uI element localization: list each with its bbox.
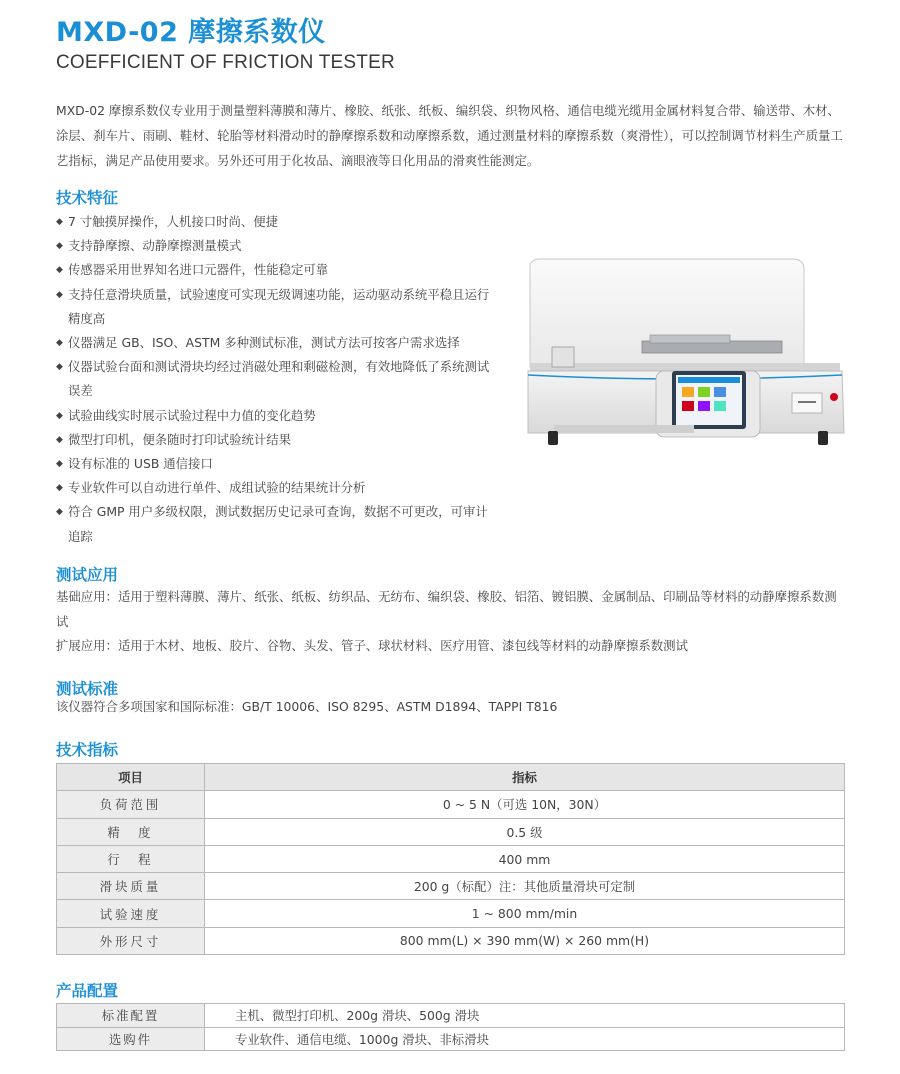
feature-item: ◆ 试验曲线实时展示试验过程中力值的变化趋势 [56, 404, 500, 428]
feature-item: ◆ 7 寸触摸屏操作，人机接口时尚、便捷 [56, 210, 500, 234]
basic-application: 基础应用：适用于塑料薄膜、薄片、纸张、纸板、纺织品、无纺布、编织袋、橡胶、铝箔、镀铝膜、金属制品、印刷品等材料的动静摩擦系数测试 [56, 589, 837, 629]
extended-application: 扩展应用：适用于木材、地板、胶片、谷物、头发、管子、球状材料、医疗用管、漆包线等材料的动静摩擦系数测试 [56, 638, 688, 653]
table-row [57, 818, 845, 845]
diamond-bullet-icon: ◆ [56, 459, 63, 470]
feature-item: ◆ 设有标准的 USB 通信接口 [56, 452, 500, 476]
feature-item: ◆ 支持任意滑块质量，试验速度可实现无级调速功能，运动驱动系统平稳且运行精度高 [56, 283, 500, 331]
table-row [57, 1027, 845, 1051]
spec-value: 400 mm [205, 845, 845, 872]
table-row [57, 873, 845, 900]
feature-item: ◆ 微型打印机，便条随时打印试验统计结果 [56, 428, 500, 452]
table-header-row [57, 764, 845, 791]
diamond-bullet-icon: ◆ [56, 507, 63, 518]
table-row [57, 845, 845, 872]
config-value: 专业软件、通信电缆、1000g 滑块、非标滑块 [205, 1027, 845, 1051]
spec-label: 滑块质量 [57, 873, 205, 900]
spec-label: 精 度 [57, 818, 205, 845]
feature-item: ◆ 符合 GMP 用户多级权限，测试数据历史记录可查询，数据不可更改，可审计追踪 [56, 500, 500, 548]
features-heading: 技术特征 [56, 189, 119, 207]
spec-label: 行 程 [57, 845, 205, 872]
applications-heading: 测试应用 [56, 566, 119, 584]
table-row [57, 900, 845, 927]
standards-heading: 测试标准 [56, 680, 119, 698]
config-label: 标准配置 [57, 1004, 205, 1028]
specs-table [56, 763, 845, 955]
diamond-bullet-icon: ◆ [56, 241, 63, 252]
table-row [57, 1004, 845, 1028]
spec-value: 0.5 级 [205, 818, 845, 845]
feature-item: ◆ 专业软件可以自动进行单件、成组试验的结果统计分析 [56, 476, 500, 500]
column-header-item: 项目 [57, 764, 205, 791]
spec-value: 200 g（标配）注：其他质量滑块可定制 [205, 873, 845, 900]
standards-text: 该仪器符合多项国家和国际标准：GB/T 10006、ISO 8295、ASTM D1894、TAPPI T816 [56, 699, 558, 714]
diamond-bullet-icon: ◆ [56, 217, 63, 227]
specs-heading: 技术指标 [56, 741, 119, 759]
diamond-bullet-icon: ◆ [56, 265, 63, 276]
spec-value: 0 ~ 5 N（可选 10N，30N） [205, 791, 845, 818]
config-heading: 产品配置 [56, 982, 119, 1000]
column-header-value: 指标 [205, 764, 845, 791]
features-list [56, 210, 500, 549]
spec-value: 800 mm(L) × 390 mm(W) × 260 mm(H) [205, 927, 845, 954]
diamond-bullet-icon: ◆ [56, 362, 63, 373]
spec-label: 负荷范围 [57, 791, 205, 818]
product-photo [522, 255, 850, 455]
config-value: 主机、微型打印机、200g 滑块、500g 滑块 [205, 1004, 845, 1028]
diamond-bullet-icon: ◆ [56, 483, 63, 494]
diamond-bullet-icon: ◆ [56, 434, 63, 445]
table-row [57, 791, 845, 818]
table-row [57, 927, 845, 954]
config-table [56, 1003, 845, 1051]
feature-item: ◆ 传感器采用世界知名进口元器件，性能稳定可靠 [56, 258, 500, 282]
spec-value: 1 ~ 800 mm/min [205, 900, 845, 927]
feature-item: ◆ 仪器试验台面和测试滑块均经过消磁处理和剩磁检测，有效地降低了系统测试误差 [56, 355, 500, 403]
page-subtitle: COEFFICIENT OF FRICTION TESTER [56, 52, 395, 73]
config-label: 选购件 [57, 1027, 205, 1051]
page-title: MXD-02 摩擦系数仪 [56, 17, 326, 48]
diamond-bullet-icon: ◆ [56, 338, 63, 349]
spec-label: 外形尺寸 [57, 927, 205, 954]
diamond-bullet-icon: ◆ [56, 289, 63, 300]
diamond-bullet-icon: ◆ [56, 410, 63, 421]
spec-label: 试验速度 [57, 900, 205, 927]
feature-item: ◆ 支持静摩擦、动静摩擦测量模式 [56, 234, 500, 258]
feature-item: ◆ 仪器满足 GB、ISO、ASTM 多种测试标准，测试方法可按客户需求选择 [56, 331, 500, 355]
intro-paragraph: MXD-02 摩擦系数仪专业用于测量塑料薄膜和薄片、橡胶、纸张、纸板、编织袋、织物风格、通信电缆光缆用金属材料复合带、输送带、木材、涂层、刹车片、雨刷、鞋材、轮胎等材料滑动时的静摩擦系数和动摩擦系数，通过测量材料的摩擦系数（爽滑性），可以控制调节材料生产质量工艺指标，满足产品使用要求。另外还可用于化妆品、滴眼液等日化用品的滑爽性能测定。 [56, 103, 843, 168]
